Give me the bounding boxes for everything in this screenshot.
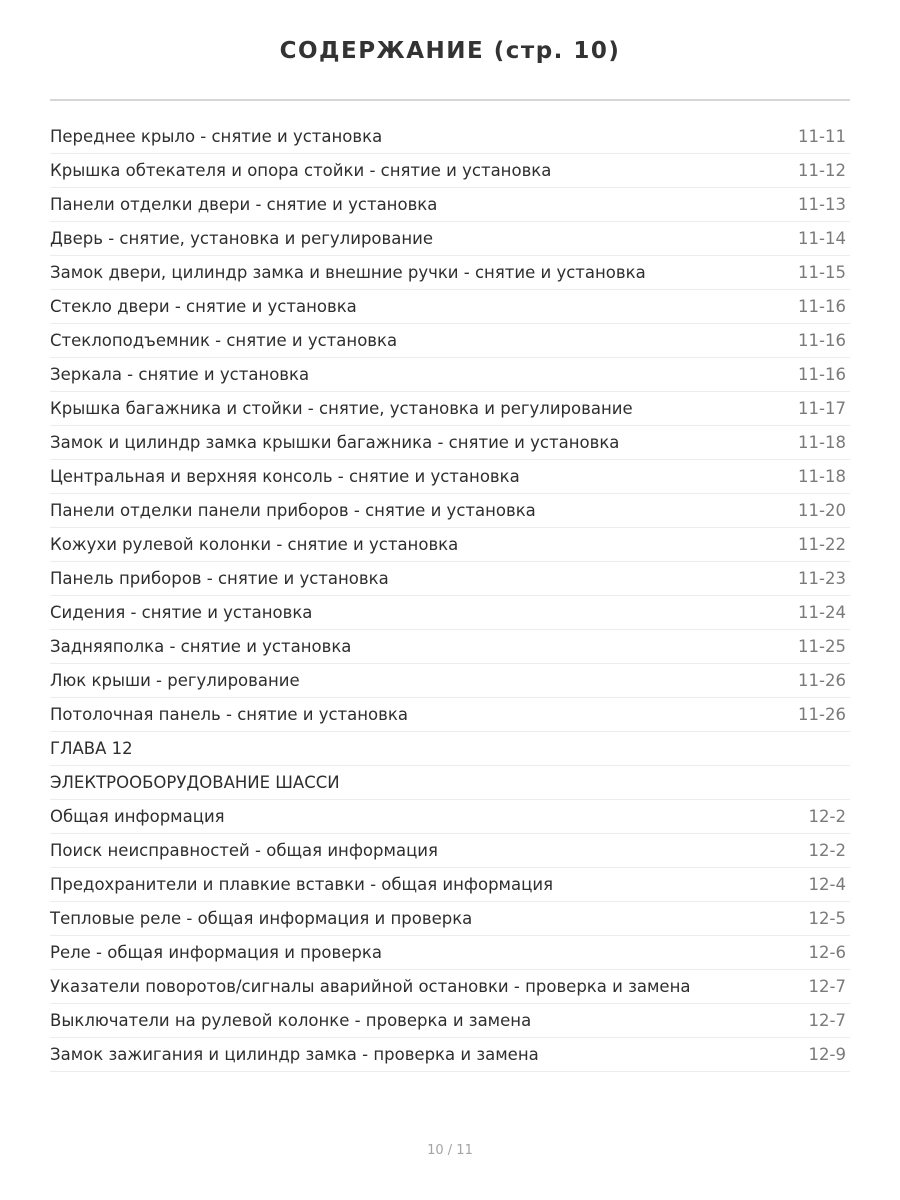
toc-entry-page: 11-15	[798, 263, 846, 282]
toc-entry	[50, 358, 850, 392]
toc-entry	[50, 732, 850, 766]
document-page	[50, 0, 850, 1200]
toc-entry-page: 12-7	[808, 977, 846, 996]
toc-entry-page: 11-14	[798, 229, 846, 248]
toc-entry-title: Дверь - снятие, установка и регулирование	[50, 229, 434, 248]
toc-entry	[50, 392, 850, 426]
toc-entry-title: Замок двери, цилиндр замка и внешние ручки - снятие и установка	[50, 263, 646, 282]
toc-entry-page: 11-16	[798, 365, 846, 384]
toc-entry	[50, 188, 850, 222]
toc-entry-page: 11-25	[798, 637, 846, 656]
toc-entry-page: 11-16	[798, 331, 846, 350]
toc-entry-page: 11-24	[798, 603, 846, 622]
toc-entry-title: ГЛАВА 12	[50, 739, 133, 758]
page-indicator: 10 / 11	[427, 1143, 473, 1158]
toc-entry-title: Центральная и верхняя консоль - снятие и установка	[50, 467, 520, 486]
toc-entry-page: 11-18	[798, 467, 846, 486]
toc-entry-title: Поиск неисправностей - общая информация	[50, 841, 438, 860]
toc-entry	[50, 256, 850, 290]
toc-entry-title: Панель приборов - снятие и установка	[50, 569, 389, 588]
toc-entry	[50, 222, 850, 256]
toc-entry-page: 12-5	[808, 909, 846, 928]
toc-entry-title: Люк крыши - регулирование	[50, 671, 300, 690]
toc-entry-title: Реле - общая информация и проверка	[50, 943, 382, 962]
toc-entry-title: Потолочная панель - снятие и установка	[50, 705, 408, 724]
toc-entry-page: 12-4	[808, 875, 846, 894]
toc-entry-page: 11-20	[798, 501, 846, 520]
toc-entry	[50, 426, 850, 460]
toc-entry	[50, 868, 850, 902]
toc-entry-title: Тепловые реле - общая информация и проверка	[50, 909, 473, 928]
toc-entry-page: 12-2	[808, 841, 846, 860]
toc-entry-title: Предохранители и плавкие вставки - общая информация	[50, 875, 553, 894]
toc-entry-title: Замок и цилиндр замка крышки багажника - снятие и установка	[50, 433, 620, 452]
table-of-contents	[50, 120, 850, 1072]
toc-entry	[50, 120, 850, 154]
toc-entry-title: Замок зажигания и цилиндр замка - проверка и замена	[50, 1045, 539, 1064]
toc-entry-title: ЭЛЕКТРООБОРУДОВАНИЕ ШАССИ	[50, 773, 340, 792]
toc-entry-page: 11-12	[798, 161, 846, 180]
toc-entry	[50, 1038, 850, 1072]
toc-entry	[50, 494, 850, 528]
title-divider	[50, 99, 850, 101]
toc-entry	[50, 970, 850, 1004]
toc-entry	[50, 1004, 850, 1038]
toc-entry-title: Общая информация	[50, 807, 225, 826]
toc-entry-page: 11-16	[798, 297, 846, 316]
toc-entry-page: 11-17	[798, 399, 846, 418]
toc-entry	[50, 324, 850, 358]
toc-entry-page: 11-23	[798, 569, 846, 588]
toc-entry-title: Панели отделки панели приборов - снятие и установка	[50, 501, 536, 520]
toc-entry-title: Крышка обтекателя и опора стойки - снятие и установка	[50, 161, 552, 180]
toc-entry-title: Стеклоподъемник - снятие и установка	[50, 331, 398, 350]
toc-entry-title: Кожухи рулевой колонки - снятие и установка	[50, 535, 459, 554]
toc-entry-title: Указатели поворотов/сигналы аварийной остановки - проверка и замена	[50, 977, 691, 996]
toc-entry-title: Панели отделки двери - снятие и установка	[50, 195, 438, 214]
toc-entry	[50, 698, 850, 732]
toc-entry-title: Выключатели на рулевой колонке - проверка и замена	[50, 1011, 532, 1030]
toc-entry	[50, 766, 850, 800]
toc-entry	[50, 800, 850, 834]
toc-entry	[50, 562, 850, 596]
toc-entry-page: 12-9	[808, 1045, 846, 1064]
toc-entry	[50, 630, 850, 664]
toc-entry	[50, 902, 850, 936]
toc-entry-page: 12-6	[808, 943, 846, 962]
toc-entry-title: Крышка багажника и стойки - снятие, установка и регулирование	[50, 399, 633, 418]
toc-entry	[50, 664, 850, 698]
toc-entry-title: Сидения - снятие и установка	[50, 603, 313, 622]
toc-entry	[50, 936, 850, 970]
toc-entry-page: 11-26	[798, 671, 846, 690]
toc-entry	[50, 290, 850, 324]
toc-entry-page: 12-7	[808, 1011, 846, 1030]
toc-entry-title: Задняяполка - снятие и установка	[50, 637, 352, 656]
toc-entry	[50, 596, 850, 630]
toc-entry-page: 11-11	[798, 127, 846, 146]
toc-entry-page: 11-13	[798, 195, 846, 214]
toc-entry-page: 11-26	[798, 705, 846, 724]
toc-entry-title: Переднее крыло - снятие и установка	[50, 127, 383, 146]
toc-entry	[50, 460, 850, 494]
toc-entry-title: Стекло двери - снятие и установка	[50, 297, 357, 316]
toc-entry	[50, 834, 850, 868]
toc-entry	[50, 528, 850, 562]
toc-entry	[50, 154, 850, 188]
toc-entry-page: 11-22	[798, 535, 846, 554]
page-title: СОДЕРЖАНИЕ (стр. 10)	[279, 38, 621, 64]
toc-entry-page: 11-18	[798, 433, 846, 452]
toc-entry-page: 12-2	[808, 807, 846, 826]
toc-entry-title: Зеркала - снятие и установка	[50, 365, 310, 384]
